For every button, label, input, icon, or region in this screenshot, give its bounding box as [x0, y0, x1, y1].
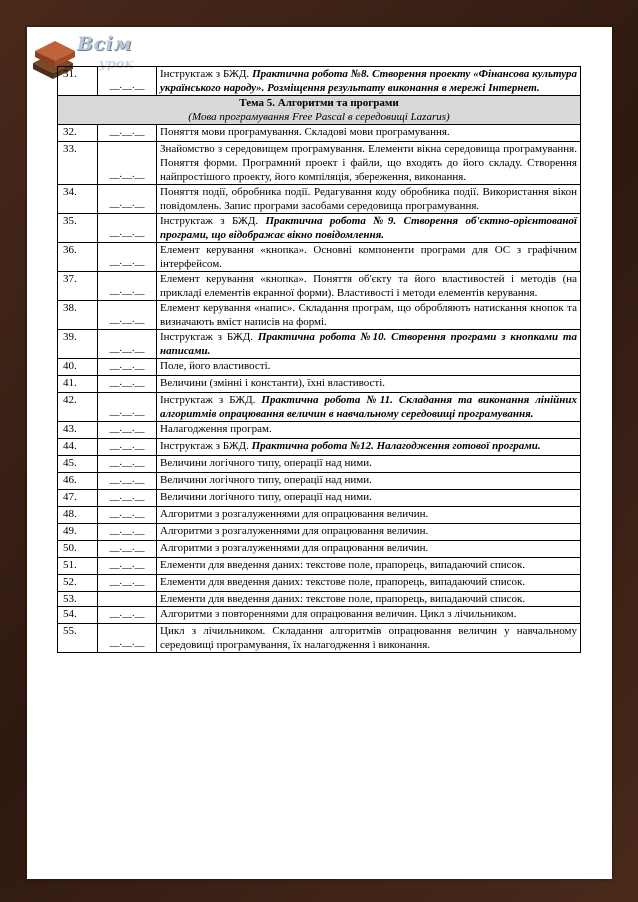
lesson-date [98, 592, 157, 607]
lesson-topic-text: Величини (змінні і константи), їхні властивості. [160, 377, 386, 389]
lesson-date: __.__.__ [98, 439, 157, 456]
lesson-topic-text: Поняття мови програмування. Складові мови програмування. [160, 126, 450, 138]
lesson-topic-text: Інструктаж з БЖД. [160, 440, 252, 452]
lesson-date: __.__.__ [98, 125, 157, 142]
lesson-topic-text: Величини логічного типу, операції над ними. [160, 474, 372, 486]
lesson-topic [157, 125, 581, 142]
lesson-topic-text: Елементи для введення даних: текстове поле, прапорець, випадаючий список. [160, 593, 526, 605]
lesson-date: __.__.__ [98, 624, 157, 653]
lesson-topic-text: Поле, його властивості. [160, 360, 271, 372]
lesson-date: __.__.__ [98, 272, 157, 301]
lesson-number: 51. [58, 558, 98, 575]
lesson-date: __.__.__ [98, 330, 157, 359]
lesson-date: __.__.__ [98, 507, 157, 524]
lesson-number: 53. [58, 592, 98, 607]
lesson-topic [157, 422, 581, 439]
lesson-row [58, 142, 581, 185]
lesson-date: __.__.__ [98, 575, 157, 592]
lesson-row [58, 393, 581, 422]
lesson-topic-text: Величини логічного типу, операції над ними. [160, 491, 372, 503]
lesson-row [58, 558, 581, 575]
lesson-date: __.__.__ [98, 558, 157, 575]
lesson-number: 34. [58, 185, 98, 214]
lesson-topic [157, 67, 581, 96]
lesson-row [58, 125, 581, 142]
lesson-row [58, 624, 581, 653]
lesson-date: __.__.__ [98, 393, 157, 422]
lesson-topic-text: Інструктаж з БЖД. [160, 331, 258, 343]
lesson-number: 40. [58, 359, 98, 376]
lesson-date: __.__.__ [98, 541, 157, 558]
lesson-number: 39. [58, 330, 98, 359]
lesson-row [58, 67, 581, 96]
lesson-row [58, 473, 581, 490]
lesson-row [58, 359, 581, 376]
lesson-topic-text: Інструктаж з БЖД. [160, 68, 253, 80]
lesson-topic-text: Елемент керування «напис». Складання програм, що обробляють натискання кнопок та визначають вміст написів на формі. [160, 302, 577, 328]
lesson-number: 35. [58, 214, 98, 243]
lesson-number: 32. [58, 125, 98, 142]
lesson-number: 47. [58, 490, 98, 507]
lesson-topic [157, 607, 581, 624]
lesson-date: __.__.__ [98, 301, 157, 330]
lesson-row [58, 376, 581, 393]
lesson-plan-table [57, 66, 581, 653]
lesson-topic-text: Цикл з лічильником. Складання алгоритмів опрацювання величин у навчальному середовищі програмування, їх налагодження і виконання. [160, 625, 577, 651]
lesson-date: __.__.__ [98, 607, 157, 624]
lesson-number: 54. [58, 607, 98, 624]
logo-text: Всім [77, 33, 132, 55]
lesson-topic [157, 142, 581, 185]
lesson-topic [157, 243, 581, 272]
lesson-topic [157, 214, 581, 243]
lesson-topic-text: Величини логічного типу, операції над ними. [160, 457, 372, 469]
lesson-topic-text: Інструктаж з БЖД. [160, 215, 266, 227]
lesson-row [58, 214, 581, 243]
lesson-number: 52. [58, 575, 98, 592]
lesson-date: __.__.__ [98, 422, 157, 439]
lesson-topic [157, 439, 581, 456]
lesson-row [58, 507, 581, 524]
lesson-row [58, 524, 581, 541]
lesson-number: 38. [58, 301, 98, 330]
lesson-number: 37. [58, 272, 98, 301]
lesson-number: 42. [58, 393, 98, 422]
lesson-row [58, 607, 581, 624]
lesson-number: 36. [58, 243, 98, 272]
lesson-topic-text: Елементи для введення даних: текстове поле, прапорець, випадаючий список. [160, 576, 526, 588]
lesson-number: 43. [58, 422, 98, 439]
lesson-topic [157, 185, 581, 214]
lesson-number: 46. [58, 473, 98, 490]
lesson-topic-text: Інструктаж з БЖД. [160, 394, 262, 406]
lesson-row [58, 592, 581, 607]
lesson-number: 45. [58, 456, 98, 473]
practical-work-title: Практична робота №10. Створення програми з кнопками та написами. [160, 331, 577, 357]
lesson-row [58, 243, 581, 272]
topic-subtitle: (Мова програмування Free Pascal в середовищі Lazarus) [188, 111, 450, 123]
lesson-topic-text: Елемент керування «кнопка». Поняття об'єкту та його властивостей і методів (на прикладі елементів екранної форми). Властивості і методи елементів керування. [160, 273, 577, 299]
lesson-row [58, 439, 581, 456]
lesson-row [58, 575, 581, 592]
lesson-number: 48. [58, 507, 98, 524]
lesson-date: __.__.__ [98, 473, 157, 490]
lesson-row [58, 456, 581, 473]
practical-work-title: Практична робота №8. Створення проекту «Фінансова культура українського народу». Розміщення результату виконання в мережі Інтернет. [160, 68, 577, 94]
practical-work-title: Практична робота №12. Налагодження готової програми. [251, 440, 541, 452]
lesson-topic-text: Елементи для введення даних: текстове поле, прапорець, випадаючий список. [160, 559, 526, 571]
lesson-topic-text: Налагодження програм. [160, 423, 272, 435]
lesson-number: 33. [58, 142, 98, 185]
lesson-date: __.__.__ [98, 359, 157, 376]
lesson-date: __.__.__ [98, 185, 157, 214]
lesson-number: 31. [58, 67, 98, 96]
practical-work-title: Практична робота №11. Складання та виконання лінійних алгоритмів опрацювання величин в навчальному середовищі програмування. [160, 394, 577, 420]
lesson-topic-text: Поняття події, обробника події. Редагування коду обробника події. Використання вікон повідомлень. Запис програми засобами середовища програмування. [160, 186, 577, 212]
practical-work-title: Практична робота №9. Створення об'єктно-орієнтованої програми, що відображає вікно повідомлення. [160, 215, 577, 241]
lesson-row [58, 541, 581, 558]
lesson-row [58, 490, 581, 507]
lesson-date: __.__.__ [98, 214, 157, 243]
lesson-date: __.__.__ [98, 490, 157, 507]
lesson-number: 49. [58, 524, 98, 541]
lesson-topic [157, 524, 581, 541]
lesson-topic [157, 456, 581, 473]
lesson-topic [157, 376, 581, 393]
lesson-date: __.__.__ [98, 243, 157, 272]
topic-header [58, 96, 581, 125]
lesson-topic [157, 490, 581, 507]
lesson-date: __.__.__ [98, 142, 157, 185]
lesson-row [58, 272, 581, 301]
lesson-row [58, 185, 581, 214]
lesson-topic-text: Алгоритми з розгалуженнями для опрацювання величин. [160, 508, 429, 520]
lesson-topic [157, 575, 581, 592]
lesson-topic-text: Елемент керування «кнопка». Основні компоненти програми для ОС з графічним інтерфейсом. [160, 244, 577, 270]
lesson-row [58, 330, 581, 359]
logo-subtext: урок [99, 57, 134, 72]
lesson-topic [157, 541, 581, 558]
lesson-number: 50. [58, 541, 98, 558]
lesson-date: __.__.__ [98, 376, 157, 393]
lesson-topic [157, 359, 581, 376]
lesson-topic-text: Алгоритми з повтореннями для опрацювання величин. Цикл з лічильником. [160, 608, 517, 620]
lesson-row [58, 422, 581, 439]
lesson-topic [157, 558, 581, 575]
lesson-row [58, 301, 581, 330]
lesson-topic [157, 507, 581, 524]
lesson-date: __.__.__ [98, 524, 157, 541]
document-page [27, 27, 612, 879]
topic-title: Тема 5. Алгоритми та програми [239, 97, 399, 109]
lesson-topic [157, 330, 581, 359]
lesson-topic-text: Алгоритми з розгалуженнями для опрацювання величин. [160, 542, 429, 554]
lesson-topic-text: Алгоритми з розгалуженнями для опрацювання величин. [160, 525, 429, 537]
lesson-topic-text: Знайомство з середовищем програмування. Елементи вікна середовища програмування. Поняття форми. Програмний проект і файли, що входять до його складу. Створення найпростішого проекту, його компіляція, збереження, виконання. [160, 143, 577, 183]
lesson-topic [157, 393, 581, 422]
lesson-topic [157, 301, 581, 330]
lesson-topic [157, 592, 581, 607]
lesson-date: __.__.__ [98, 456, 157, 473]
lesson-topic [157, 272, 581, 301]
lesson-date: __.__.__ [98, 67, 157, 96]
lesson-number: 55. [58, 624, 98, 653]
lesson-number: 44. [58, 439, 98, 456]
lesson-topic [157, 473, 581, 490]
lesson-number: 41. [58, 376, 98, 393]
topic-header-row [58, 96, 581, 125]
lesson-topic [157, 624, 581, 653]
